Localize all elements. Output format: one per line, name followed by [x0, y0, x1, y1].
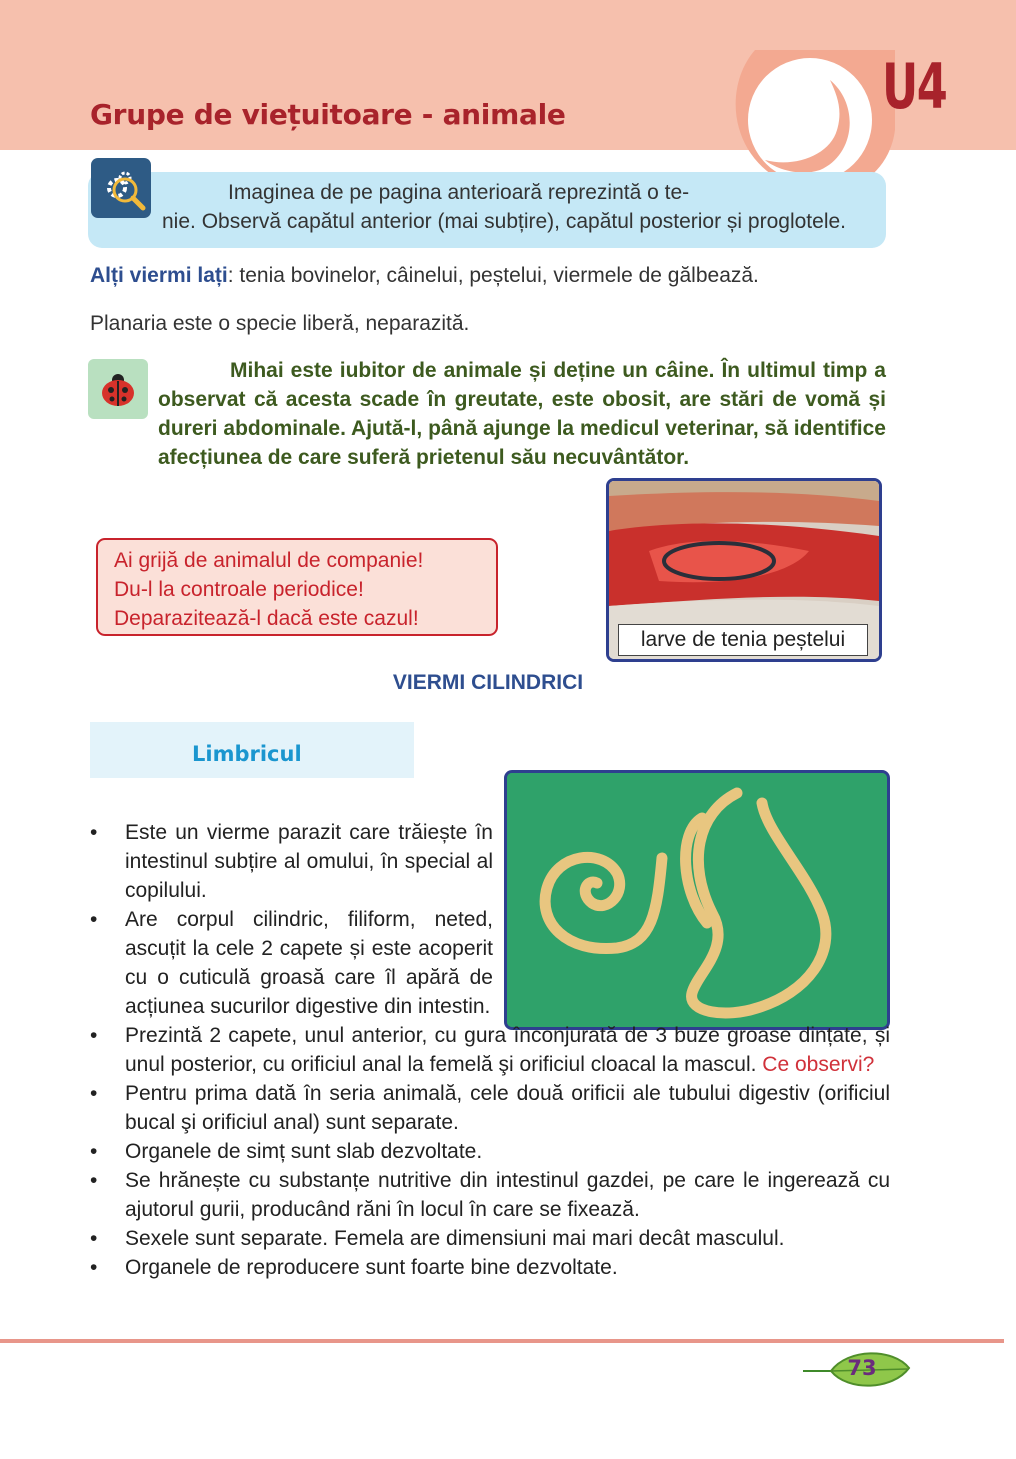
question-prompt: Ce observi?: [762, 1053, 875, 1076]
other-flatworms-paragraph: [90, 264, 759, 288]
alert-line: Deparazitează-l dacă este cazul!: [114, 607, 419, 630]
list-item: • Are corpul cilindric, filiform, neted, ascuțit la cele 2 capete și este acoperit cu o cuticulă groasă care îl apără de acțiunea sucurilor digestive din intestin.: [90, 905, 493, 1021]
pet-care-alert: [96, 538, 498, 636]
planaria-paragraph: Planaria este o specie liberă, neparazită.: [90, 312, 470, 335]
list-item: • Pentru prima dată în seria animală, cele două orificii ale tubului digestiv (orificiul bucal şi orificiul anal) sunt separate.: [90, 1079, 890, 1137]
fish-photo-caption: larve de tenia peștelui: [618, 624, 868, 656]
alert-line: Ai grijă de animalul de companie!: [114, 549, 424, 572]
other-flatworms-label: Alți viermi lați: [90, 264, 228, 287]
footer-divider: [0, 1339, 1004, 1343]
list-item: • Organele de simț sunt slab dezvoltate.: [90, 1137, 890, 1166]
list-item: • Organele de reproducere sunt foarte bine dezvoltate.: [90, 1253, 890, 1282]
alert-line: Du-l la controale periodice!: [114, 578, 364, 601]
ladybug-icon: [88, 359, 148, 419]
other-flatworms-text: : tenia bovinelor, câinelui, peștelui, viermele de gălbează.: [227, 264, 759, 287]
list-item: • Este un vierme parazit care trăiește în intestinul subțire al omului, în special al copilului.: [90, 818, 493, 905]
list-item: • Se hrănește cu substanțe nutritive din intestinul gazdei, pe care le ingerează cu ajutorul gurii, producând răni în locul în care se fixează.: [90, 1166, 890, 1224]
info-line-2: nie. Observă capătul anterior (mai subțire), capătul posterior și proglotele.: [162, 210, 846, 233]
list-item-text: Prezintă 2 capete, unul anterior, cu gura înconjurată de 3 buze groase dințate, și unul posterior, cu orificiul anal la femelă şi orificiul cloacal la mascul.: [125, 1024, 890, 1076]
list-item: • Sexele sunt separate. Femela are dimensiuni mai mari decât masculul.: [90, 1224, 890, 1253]
info-text: [92, 178, 878, 236]
section-heading: VIERMI CILINDRICI: [392, 671, 584, 694]
info-line-1: Imaginea de pe pagina anterioară reprezintă o te-: [228, 181, 690, 204]
task-body: Mihai este iubitor de animale și deține un câine. În ultimul timp a observat că acesta scade în greutate, este obosit, are stări de vomă și dureri abdominale. Ajută-l, până ajunge la medicul veterinar, să identifice afecțiunea de care suferă prietenul său necuvântător.: [158, 359, 886, 469]
list-item: [90, 1021, 890, 1079]
page-number: 73: [847, 1356, 877, 1380]
page-title: Grupe de viețuitoare - animale: [90, 98, 566, 131]
unit-badge: U4: [882, 50, 947, 123]
subsection-title: Limbricul: [192, 742, 302, 766]
roundworm-facts-list: [90, 818, 890, 1282]
task-text: [158, 356, 886, 472]
